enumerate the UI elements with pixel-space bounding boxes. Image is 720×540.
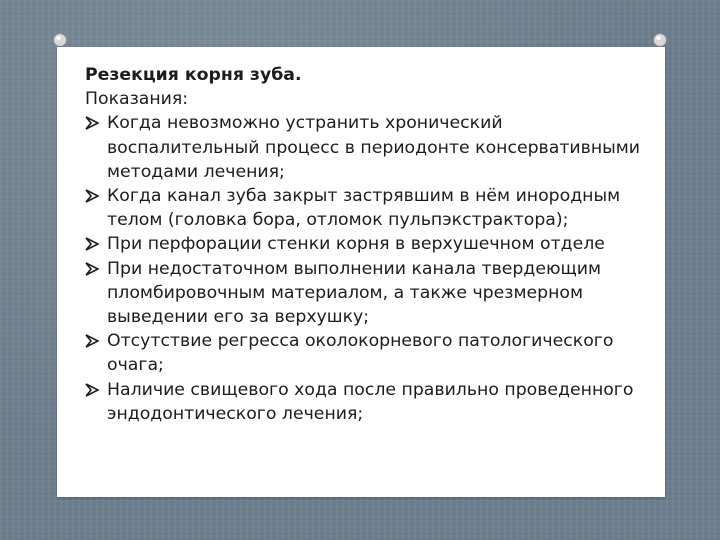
list-item-text: Наличие свищевого хода после правильно проведенного эндодонтического лечения; (107, 379, 634, 424)
list-item (85, 257, 660, 330)
list-item (85, 378, 660, 426)
list-item (85, 184, 660, 232)
arrow-bullet-icon (85, 334, 99, 348)
indications-list (85, 111, 660, 426)
list-item-text: Когда канал зуба закрыт застрявшим в нём инородным телом (головка бора, отломок пульпэкстрактора); (107, 186, 621, 231)
arrow-bullet-icon (85, 116, 99, 130)
arrow-bullet-icon (85, 383, 99, 397)
list-item (85, 232, 660, 256)
list-item (85, 329, 660, 377)
list-item (85, 111, 660, 184)
arrow-bullet-icon (85, 237, 99, 251)
arrow-bullet-icon (85, 189, 99, 203)
list-item-text: Отсутствие регресса околокорневого патологического очага; (107, 331, 614, 376)
list-item-text: Когда невозможно устранить хронический воспалительный процесс в периодонте консервативными методами лечения; (107, 113, 641, 182)
list-item-text: При недостаточном выполнении канала твердеющим пломбировочным материалом, а также чрезмерном выведении его за верхушку; (107, 258, 602, 328)
slide-title: Резекция корня зуба. (85, 65, 302, 85)
indications-heading: Показания: (85, 89, 189, 110)
slide-content (85, 63, 660, 426)
list-item-text: При перфорации стенки корня в верхушечном отделе (107, 234, 605, 255)
slide-card (57, 47, 665, 497)
arrow-bullet-icon (85, 262, 99, 276)
